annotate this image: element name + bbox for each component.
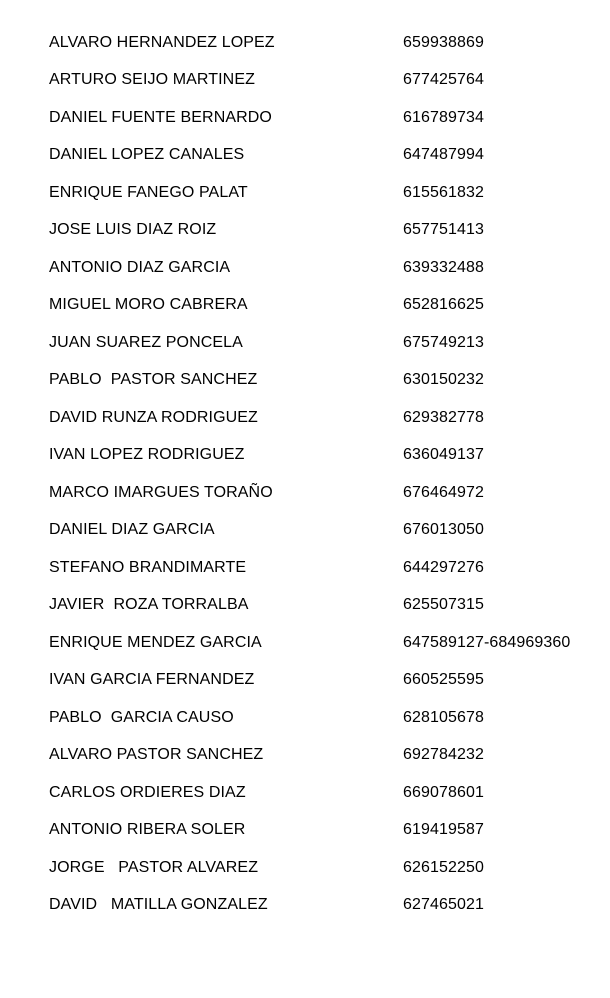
contact-phone: 692784232 [403, 746, 484, 764]
contact-row [49, 137, 604, 175]
contact-name: DANIEL DIAZ GARCIA [49, 521, 215, 539]
contact-row [49, 249, 604, 287]
contact-phone: 647589127-684969360 [403, 633, 571, 651]
contact-row [49, 849, 604, 887]
contact-phone: 677425764 [403, 71, 484, 89]
contact-phone: 660525595 [403, 671, 484, 689]
contact-list [49, 24, 604, 924]
contact-row [49, 174, 604, 212]
contact-phone: 619419587 [403, 821, 484, 839]
contact-name: PABLO PASTOR SANCHEZ [49, 371, 258, 389]
contact-phone: 675749213 [403, 333, 484, 351]
contact-name: ALVARO PASTOR SANCHEZ [49, 746, 264, 764]
contact-row [49, 99, 604, 137]
contact-name: ENRIQUE MENDEZ GARCIA [49, 633, 262, 651]
contact-row [49, 362, 604, 400]
contact-row [49, 587, 604, 625]
contact-row [49, 512, 604, 550]
contact-row [49, 662, 604, 700]
contact-row [49, 399, 604, 437]
contact-phone: 628105678 [403, 708, 484, 726]
contact-phone: 676464972 [403, 483, 484, 501]
contact-name: DANIEL LOPEZ CANALES [49, 146, 245, 164]
contact-name: ANTONIO DIAZ GARCIA [49, 258, 231, 276]
contact-row [49, 549, 604, 587]
contact-name: ANTONIO RIBERA SOLER [49, 821, 246, 839]
contact-name: DAVID MATILLA GONZALEZ [49, 896, 268, 914]
contact-name: MIGUEL MORO CABRERA [49, 296, 248, 314]
contact-phone: 616789734 [403, 108, 484, 126]
contact-name: IVAN GARCIA FERNANDEZ [49, 671, 255, 689]
contact-phone: 659938869 [403, 33, 484, 51]
contact-name: ALVARO HERNANDEZ LOPEZ [49, 33, 275, 51]
contact-name: JAVIER ROZA TORRALBA [49, 596, 249, 614]
contact-phone: 676013050 [403, 521, 484, 539]
contact-phone: 652816625 [403, 296, 484, 314]
contact-name: JOSE LUIS DIAZ ROIZ [49, 221, 217, 239]
contact-row [49, 699, 604, 737]
contact-name: PABLO GARCIA CAUSO [49, 708, 234, 726]
contact-name: STEFANO BRANDIMARTE [49, 558, 247, 576]
contact-row [49, 287, 604, 325]
contact-phone: 636049137 [403, 446, 484, 464]
contact-row [49, 324, 604, 362]
contact-name: IVAN LOPEZ RODRIGUEZ [49, 446, 245, 464]
contact-phone: 625507315 [403, 596, 484, 614]
contact-phone: 647487994 [403, 146, 484, 164]
contact-name: DAVID RUNZA RODRIGUEZ [49, 408, 258, 426]
contact-phone: 669078601 [403, 783, 484, 801]
contact-phone: 629382778 [403, 408, 484, 426]
contact-row [49, 887, 604, 925]
contact-name: JORGE PASTOR ALVAREZ [49, 858, 259, 876]
contact-name: ENRIQUE FANEGO PALAT [49, 183, 248, 201]
contact-name: JUAN SUAREZ PONCELA [49, 333, 243, 351]
contact-phone: 615561832 [403, 183, 484, 201]
contact-row [49, 624, 604, 662]
contact-row [49, 737, 604, 775]
contact-row [49, 812, 604, 850]
contact-row [49, 24, 604, 62]
contact-row [49, 437, 604, 475]
contact-name: DANIEL FUENTE BERNARDO [49, 108, 272, 126]
contact-phone: 644297276 [403, 558, 484, 576]
contact-name: ARTURO SEIJO MARTINEZ [49, 71, 255, 89]
contact-phone: 639332488 [403, 258, 484, 276]
contact-phone: 630150232 [403, 371, 484, 389]
contact-row [49, 474, 604, 512]
contact-row [49, 774, 604, 812]
contact-row [49, 212, 604, 250]
contact-phone: 657751413 [403, 221, 484, 239]
contact-phone: 626152250 [403, 858, 484, 876]
contact-name: MARCO IMARGUES TORAÑO [49, 483, 273, 501]
contact-row [49, 62, 604, 100]
contact-name: CARLOS ORDIERES DIAZ [49, 783, 246, 801]
contact-phone: 627465021 [403, 896, 484, 914]
